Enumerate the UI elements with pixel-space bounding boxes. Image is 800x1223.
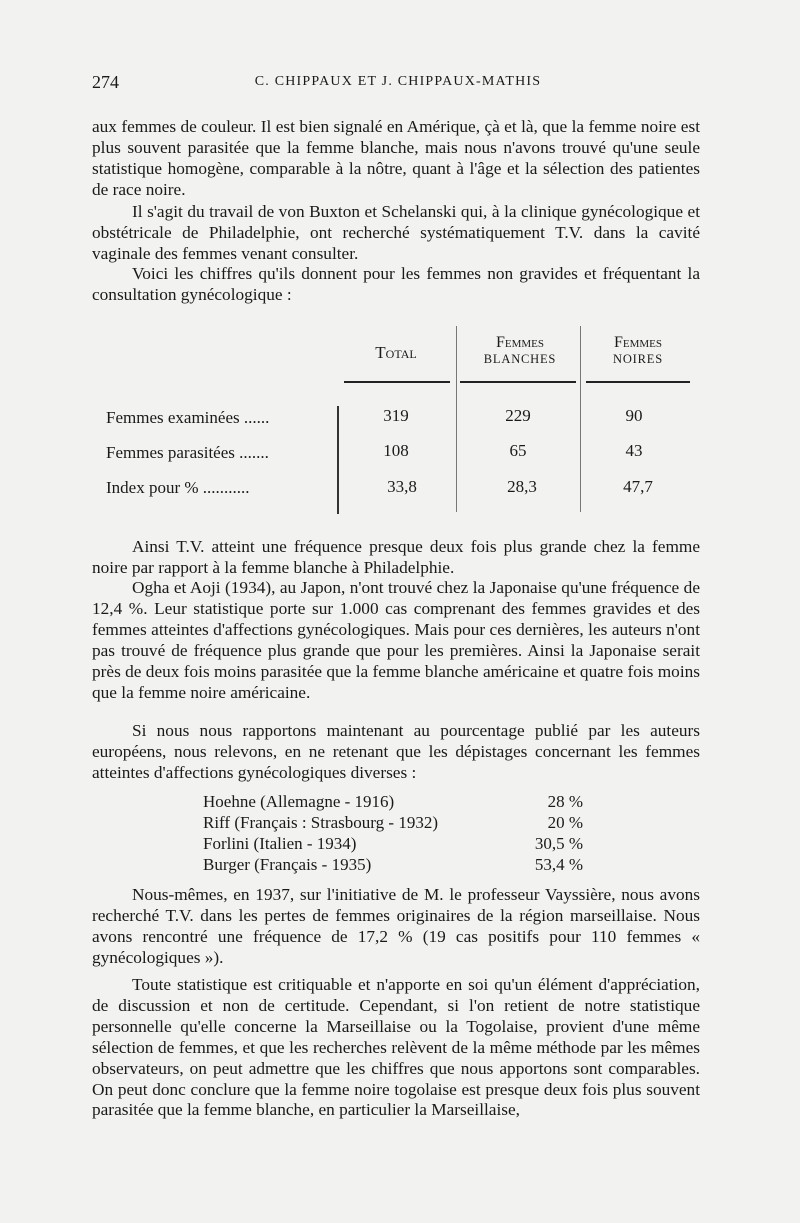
statistics-table [92, 326, 702, 516]
list-item-value: 20 % [547, 813, 583, 832]
col-header-noires-line1: Femmes [613, 334, 663, 351]
table-divider-2 [580, 326, 581, 512]
cell-index-blanches: 28,3 [507, 477, 537, 496]
running-header-authors: C. CHIPPAUX ET J. CHIPPAUX-MATHIS [254, 74, 542, 89]
row-label-examinees: Femmes examinées ...... [106, 408, 270, 427]
cell-parasitees-noires: 43 [625, 441, 643, 460]
list-item [203, 855, 603, 876]
authors-list [203, 792, 603, 876]
table-divider-1 [456, 326, 457, 512]
cell-examinees-blanches: 229 [505, 406, 531, 425]
paragraph-2: Il s'agit du travail de von Buxton et Schelanski qui, à la clinique gynécologique et obstétricale de Philadelphie, ont recherché systématiquement T.V. dans la cavité vaginale des femmes venant consulter. [92, 202, 700, 263]
header-rule-total [344, 381, 450, 383]
paragraph-7: Nous-mêmes, en 1937, sur l'initiative de M. le professeur Vayssière, nous avons recherché T.V. dans les pertes de femmes originaires de la région marseillaise. Nous avons rencontré une fréquence de 17,2 % (19 cas positifs pour 110 femmes « gynécologiques »). [92, 885, 700, 967]
running-header [92, 72, 704, 94]
cell-examinees-noires: 90 [625, 406, 643, 425]
header-rule-blanches [460, 381, 576, 383]
list-item-name: Hoehne (Allemagne - 1916) [203, 792, 395, 811]
col-header-noires-line2: NOIRES [613, 352, 663, 366]
header-rule-noires [586, 381, 690, 383]
cell-examinees-total: 319 [383, 406, 409, 425]
row-label-parasitees: Femmes parasitées ....... [106, 443, 269, 462]
page-number: 274 [92, 72, 119, 92]
cell-parasitees-total: 108 [383, 441, 409, 460]
paragraph-5: Ogha et Aoji (1934), au Japon, n'ont trouvé chez la Japonaise qu'une fréquence de 12,4 %. Leur statistique porte sur 1.000 cas comprenant des femmes gravides et des femmes atteintes d'affections gynécologiques. Mais pour ces dernières, les auteurs n'ont pas trouvé de fréquence plus grande que pour les premières. Ainsi la Japonaise serait près de deux fois moins parasitée que la femme blanche américaine et quatre fois moins que la femme noire américaine. [92, 578, 700, 702]
table-divider-label [337, 406, 339, 514]
list-item-name: Burger (Français - 1935) [203, 855, 372, 874]
list-item-value: 28 % [547, 792, 583, 811]
list-item [203, 813, 603, 834]
col-header-blanches-line1: Femmes [495, 334, 545, 351]
col-header-blanches-line2: BLANCHES [483, 352, 557, 366]
list-item-value: 53,4 % [534, 855, 583, 874]
cell-parasitees-blanches: 65 [509, 441, 527, 460]
list-item-name: Forlini (Italien - 1934) [203, 834, 357, 853]
col-header-total: Total [375, 343, 417, 362]
list-item [203, 834, 603, 855]
cell-index-noires: 47,7 [623, 477, 653, 496]
paragraph-6: Si nous nous rapportons maintenant au pourcentage publié par les auteurs européens, nous relevons, en ne retenant que les dépistages concernant les femmes atteintes d'affections gynécologiques diverses : [92, 721, 700, 782]
list-item-value: 30,5 % [534, 834, 583, 853]
col-header-noires [586, 334, 690, 368]
paragraph-3: Voici les chiffres qu'ils donnent pour les femmes non gravides et fréquentant la consultation gynécologique : [92, 264, 700, 304]
row-label-index: Index pour % ........... [106, 478, 250, 497]
list-item-name: Riff (Français : Strasbourg - 1932) [203, 813, 438, 832]
col-header-blanches [460, 334, 580, 368]
paragraph-8: Toute statistique est critiquable et n'apporte en soi qu'un élément d'appréciation, de discussion et non de certitude. Cependant, si l'on retient de notre statistique personnelle qu'elle concerne la Marseillaise ou la Togolaise, provient d'une même sélection de femmes, et que les recherches relèvent de la même méthode par les mêmes observateurs, on peut admettre que les chiffres que nous apportons sont comparables. On peut donc conclure que la femme noire togolaise est presque deux fois plus souvent parasitée que la femme blanche, en particulier la Marseillaise, [92, 975, 700, 1120]
paragraph-1: aux femmes de couleur. Il est bien signalé en Amérique, çà et là, que la femme noire est plus souvent parasitée que la femme blanche, mais nous n'avons trouvé qu'une seule statistique homogène, comparable à la nôtre, quant à l'âge et la sélection des patientes de race noire. [92, 117, 700, 199]
paragraph-4: Ainsi T.V. atteint une fréquence presque deux fois plus grande chez la femme noire par rapport à la femme blanche à Philadelphie. [92, 537, 700, 577]
list-item [203, 792, 603, 813]
cell-index-total: 33,8 [387, 477, 417, 496]
